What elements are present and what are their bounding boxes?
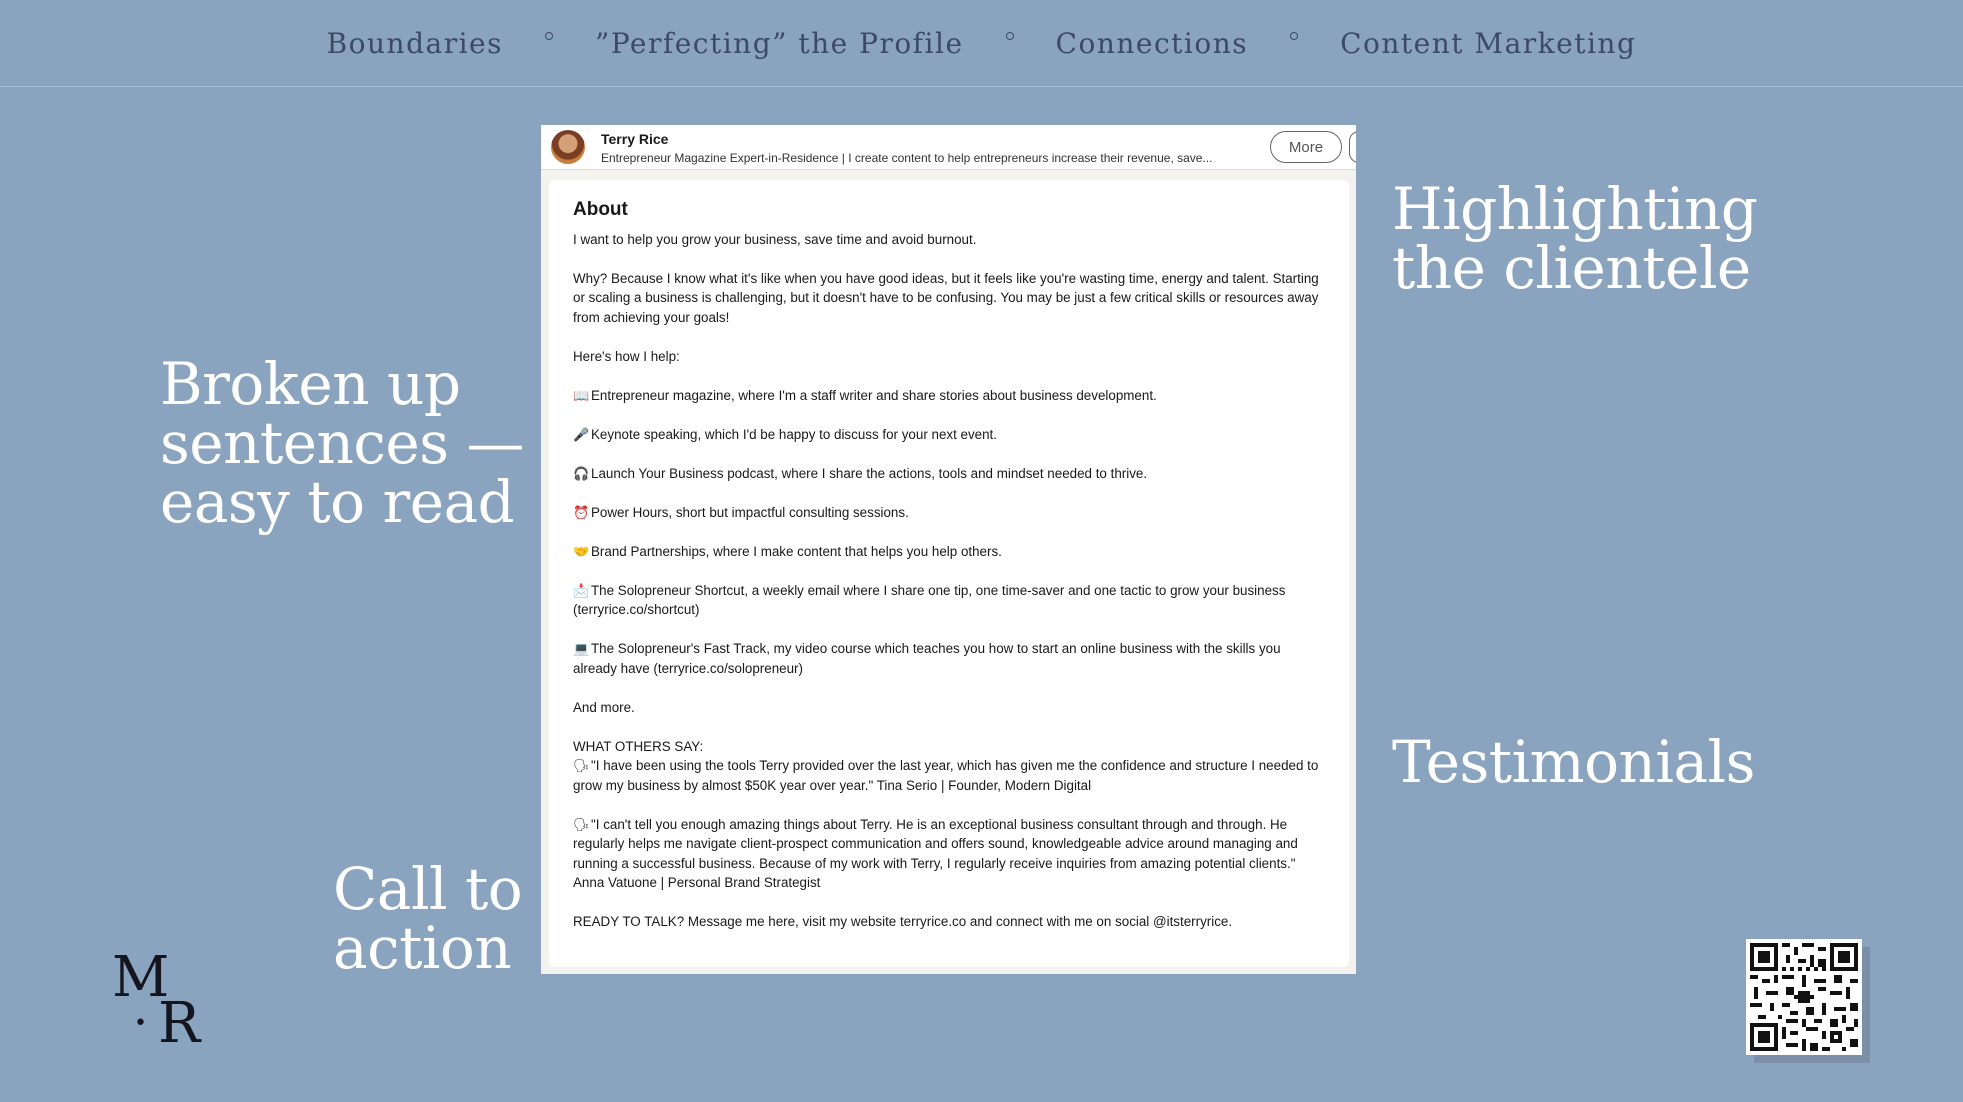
- top-nav: [0, 0, 1963, 87]
- about-cta: READY TO TALK? Message me here, visit my website terryrice.co and connect with me on social @itsterryrice.: [573, 914, 1233, 929]
- list-item: [573, 581, 1325, 620]
- speaking-head-icon: 🗣: [573, 758, 590, 773]
- testimonial-text: "I can't tell you enough amazing things about Terry. He is an exceptional business consultant through and through. He regularly helps me navigate client-prospect communication and offers sound, knowledgeable advice around managing and running a successful business. Because of my work with Terry, I regularly receive inquiries from amazing potential clients." Anna Vatuone | Personal Brand Strategist: [573, 816, 1298, 890]
- label-line: Highlighting: [1392, 175, 1758, 243]
- list-item: [573, 503, 1325, 523]
- clock-icon: ⏰: [573, 504, 590, 520]
- more-button[interactable]: More: [1270, 131, 1342, 163]
- list-item: [573, 386, 1325, 406]
- nav-item-content-marketing[interactable]: Content Marketing: [1340, 26, 1637, 60]
- label-line: easy to read: [160, 468, 515, 537]
- nav-separator-icon: [1290, 32, 1298, 40]
- book-icon: 📖: [573, 387, 590, 403]
- others-heading: WHAT OTHERS SAY:: [573, 738, 704, 754]
- brand-logo: [112, 945, 202, 1055]
- profile-headline: Entrepreneur Magazine Expert-in-Residence | I create content to help entrepreneurs increase their revenue, save...: [601, 151, 1213, 165]
- label-line: action: [333, 914, 512, 983]
- logo-letter-m: M: [112, 945, 170, 1010]
- label-line: the clientele: [1392, 234, 1751, 303]
- handshake-icon: 🤝: [573, 543, 590, 559]
- nav-separator-icon: [1006, 32, 1014, 40]
- about-and-more: And more.: [573, 699, 635, 715]
- list-item-text: Keynote speaking, which I'd be happy to discuss for your next event.: [591, 426, 998, 442]
- about-how: Here's how I help:: [573, 348, 680, 364]
- about-title: About: [573, 199, 628, 220]
- label-broken-up-sentences: [160, 350, 524, 537]
- label-line: Broken up: [160, 350, 461, 418]
- label-line: Call to: [333, 855, 523, 923]
- list-item-text: Brand Partnerships, where I make content that helps you help others.: [591, 543, 1002, 559]
- list-item-text: Launch Your Business podcast, where I share the actions, tools and mindset needed to thrive.: [591, 465, 1148, 481]
- nav-item-perfecting-profile[interactable]: ”Perfecting” the Profile: [595, 26, 964, 60]
- avatar[interactable]: [551, 130, 585, 164]
- list-item-text: The Solopreneur's Fast Track, my video course which teaches you how to start an online business with the skills you already have (terryrice.co/solopreneur): [573, 641, 1281, 676]
- profile-name[interactable]: Terry Rice: [601, 131, 669, 147]
- list-item: [573, 542, 1325, 562]
- headphones-icon: 🎧: [573, 465, 590, 481]
- label-testimonials: Testimonials: [1392, 728, 1755, 796]
- logo-dot: •: [134, 1011, 147, 1036]
- linkedin-profile-screenshot: [541, 125, 1356, 974]
- next-button-edge[interactable]: [1349, 131, 1356, 163]
- about-why: Why? Because I know what it's like when you have good ideas, but it feels like you're wasting time, energy and talent. Starting or scaling a business is challenging, but it doesn't have to be confusing. You may be just a few critical skills or resources away from achieving your goals!: [573, 270, 1319, 325]
- logo-letter-r: R: [158, 991, 201, 1056]
- about-section: [549, 180, 1349, 967]
- list-item: [573, 639, 1325, 678]
- profile-header-bar: [541, 125, 1356, 170]
- laptop-icon: 💻: [573, 641, 590, 656]
- label-line: sentences —: [160, 409, 524, 478]
- nav-item-boundaries[interactable]: Boundaries: [326, 26, 503, 60]
- list-item-text: The Solopreneur Shortcut, a weekly email where I share one tip, one time-saver and one tactic to grow your business (terryrice.co/shortcut): [573, 582, 1286, 617]
- list-item: [573, 425, 1325, 445]
- about-intro: I want to help you grow your business, save time and avoid burnout.: [573, 231, 977, 247]
- qr-code-icon: [1750, 943, 1858, 1051]
- testimonial-item: [573, 815, 1325, 893]
- label-call-to-action: [333, 855, 523, 983]
- envelope-icon: 📩: [573, 582, 590, 598]
- nav-item-connections[interactable]: Connections: [1055, 26, 1249, 60]
- testimonial-item: [573, 756, 1325, 795]
- testimonial-text: "I have been using the tools Terry provided over the last year, which has given me the confidence and structure I needed to grow my business by almost $50K year over year." Tina Serio | Founder, Modern Digital: [573, 758, 1319, 793]
- list-item-text: Entrepreneur magazine, where I'm a staff writer and share stories about business development.: [591, 387, 1157, 403]
- list-item-text: Power Hours, short but impactful consulting sessions.: [591, 504, 909, 520]
- speaking-head-icon: 🗣: [573, 816, 590, 832]
- qr-code[interactable]: [1746, 939, 1862, 1055]
- nav-separator-icon: [545, 32, 553, 40]
- list-item: [573, 464, 1325, 484]
- label-highlighting-clientele: [1392, 175, 1758, 303]
- microphone-icon: 🎤: [573, 426, 590, 442]
